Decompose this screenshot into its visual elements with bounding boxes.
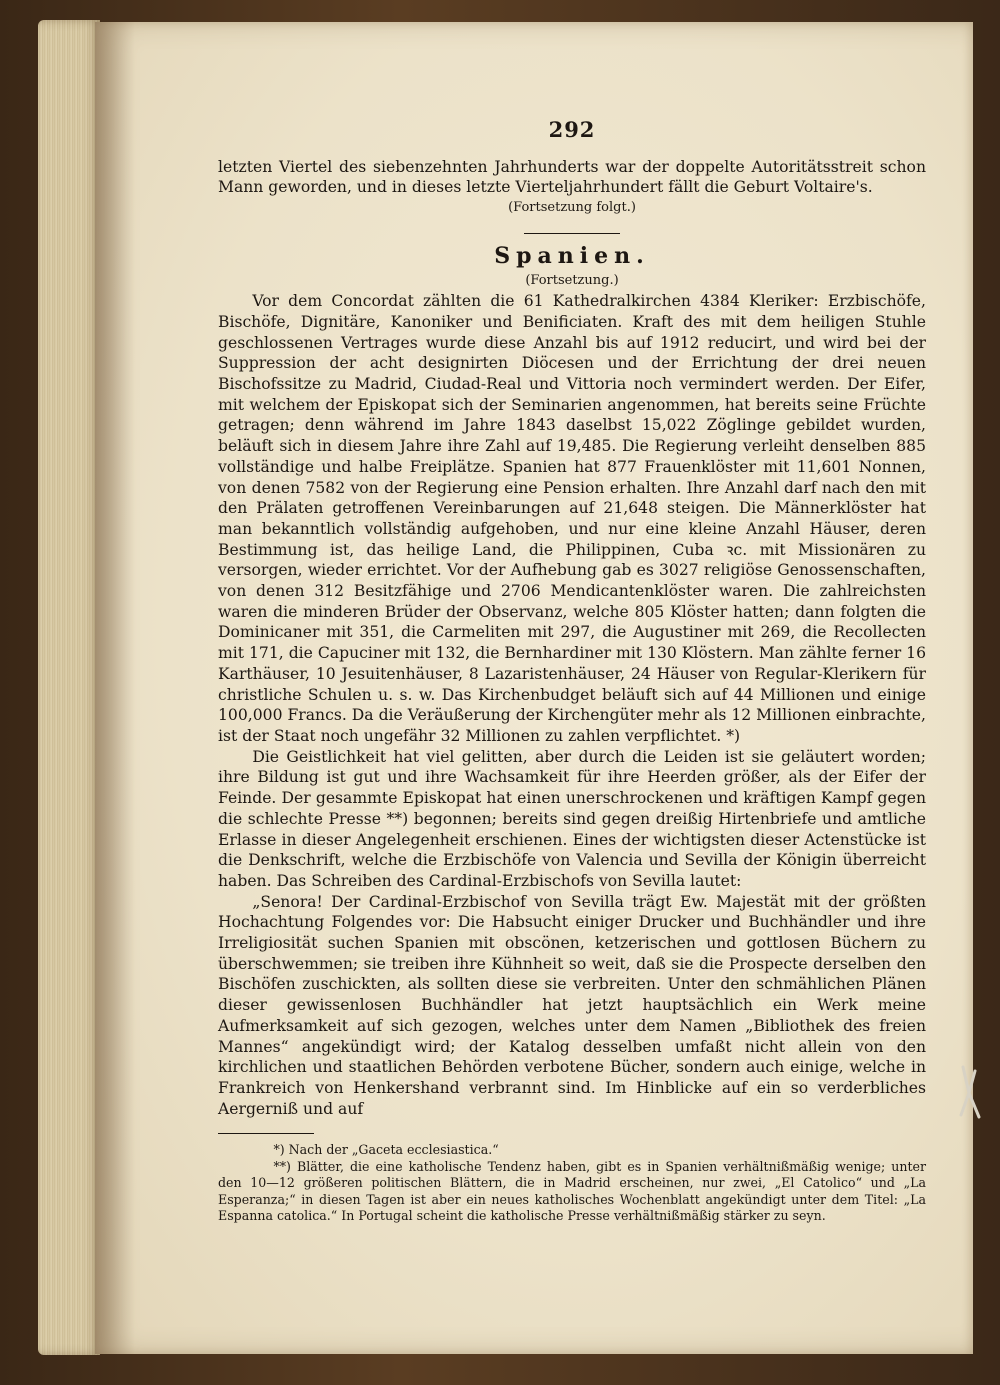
section-continuation: (Fortsetzung.) (525, 272, 619, 288)
section-divider (524, 233, 620, 234)
continued-note: (Fortsetzung folgt.) (508, 200, 636, 216)
book-page-edges (38, 20, 100, 1355)
page-number: 292 (548, 117, 596, 142)
section-title: Spanien. (494, 242, 650, 269)
page-text (218, 117, 926, 1224)
paper-clip-icon (955, 1065, 985, 1125)
gutter-shadow (95, 22, 135, 1354)
footnotes (218, 1133, 926, 1224)
paragraph-2: Die Geistlichkeit hat viel gelitten, aber durch die Leiden ist sie geläutert worden; ihre Bildung ist gut und ihre Wachsamkeit für ihre Heerden größer, als der Eifer der Feinde. Der gesammte Episkopat hat einen unerschrockenen und kräftigen Kampf gegen die schlechte Presse **) begonnen; bereits sind gegen dreißig Hirtenbriefe und amtliche Erlasse in dieser Angelegenheit erschienen. Eines der wichtigsten dieser Actenstücke ist die Denkschrift, welche die Erzbischöfe von Valencia und Sevilla der Königin überreicht haben. Das Schreiben des Cardinal-Erzbischofs von Sevilla lautet: (218, 747, 926, 890)
paragraph-1: Vor dem Concordat zählten die 61 Kathedralkirchen 4384 Kleriker: Erzbischöfe, Bischöfe, Dignitäre, Kanoniker und Benificiaten. Kraft des mit dem heiligen Stuhle geschlossenen Vertrages wurde diese Anzahl bis auf 1912 reducirt, und wird bei der Suppression der acht designirten Diöcesen und der Errichtung der drei neuen Bischofssitze zu Madrid, Ciudad-Real und Vittoria noch vermindert werden. Der Eifer, mit welchem der Episkopat sich der Seminarien angenommen, hat bereits seine Früchte getragen; denn während im Jahre 1843 daselbst 15,022 Zöglinge gebildet wurden, beläuft sich in diesem Jahre ihre Zahl auf 19,485. Die Regierung verleiht denselben 885 vollständige und halbe Freiplätze. Spanien hat 877 Frauenklöster mit 11,601 Nonnen, von denen 7582 von der Regierung eine Pension erhalten. Ihre Anzahl darf nach den mit den Prälaten getroffenen Vereinbarungen auf 21,648 steigen. Die Männerklöster hat man bekanntlich vollständig aufgehoben, und nur eine kleine Anzahl Häuser, deren Bestimmung ist, das heilige Land, die Philippinen, Cuba ꝛc. mit Missionären zu versorgen, wieder errichtet. Vor der Aufhebung gab es 3027 religiöse Genossenschaften, von denen 312 Besitzfähige und 2706 Mendicantenklöster waren. Die zahlreichsten waren die minderen Brüder der Observanz, welche 805 Klöster hatten; dann folgten die Dominicaner mit 351, die Carmeliten mit 297, die Augustiner mit 269, die Recollecten mit 171, die Capuciner mit 132, die Bernhardiner mit 130 Klöstern. Man zählte ferner 16 Karthäuser, 10 Jesuitenhäuser, 8 Lazaristenhäuser, 24 Häuser von Regular-Klerikern für christliche Schulen u. s. w. Das Kirchenbudget beläuft sich auf 44 Millionen und einige 100,000 Francs. Da die Veräußerung der Kirchengüter mehr als 12 Millionen einbrachte, ist der Staat noch ungefähr 32 Millionen zu zahlen verpflichtet. *) (218, 292, 926, 745)
paragraph-ending: letzten Viertel des siebenzehnten Jahrhunderts war der doppelte Autoritätsstreit schon Mann geworden, und in dieses letzte Vierteljahrhundert fällt die Geburt Voltaire's. (218, 157, 926, 197)
footnote-divider (218, 1133, 314, 1134)
footnote-2: **) Blätter, die eine katholische Tendenz haben, gibt es in Spanien verhältnißmäßig wenige; unter den 10—12 größeren politischen Blättern, die in Madrid erscheinen, nur zwei, „El Catolico“ und „La Esperanza;“ in diesen Tagen ist aber ein neues katholisches Wochenblatt angekündigt unter dem Titel: „La Espanna catolica.“ In Portugal scheint die katholische Presse verhältnißmäßig stärker zu seyn. (218, 1158, 926, 1223)
footnote-1: *) Nach der „Gaceta ecclesiastica.“ (273, 1142, 499, 1158)
paragraph-3: „Senora! Der Cardinal-Erzbischof von Sevilla trägt Ew. Majestät mit der größten Hochachtung Folgendes vor: Die Habsucht einiger Drucker und Buchhändler und ihre Irreligiosität suchen Spanien mit obscönen, ketzerischen und gottlosen Büchern zu überschwemmen; sie treiben ihre Kühnheit so weit, daß sie die Prospecte derselben den Bischöfen zuschickten, als sollten diese sie verbreiten. Unter den schmählichen Plänen dieser gewissenlosen Buchhändler hat jetzt hauptsächlich ein Werk meine Aufmerksamkeit auf sich gezogen, welches unter dem Namen „Bibliothek des freien Mannes“ angekündigt wird; der Katalog desselben umfaßt nicht allein von den kirchlichen und staatlichen Behörden verbotene Bücher, sondern auch einige, welche in Frankreich von Henkershand verbrannt sind. Im Hinblicke auf ein so verderbliches Aergerniß und auf (218, 892, 926, 1118)
